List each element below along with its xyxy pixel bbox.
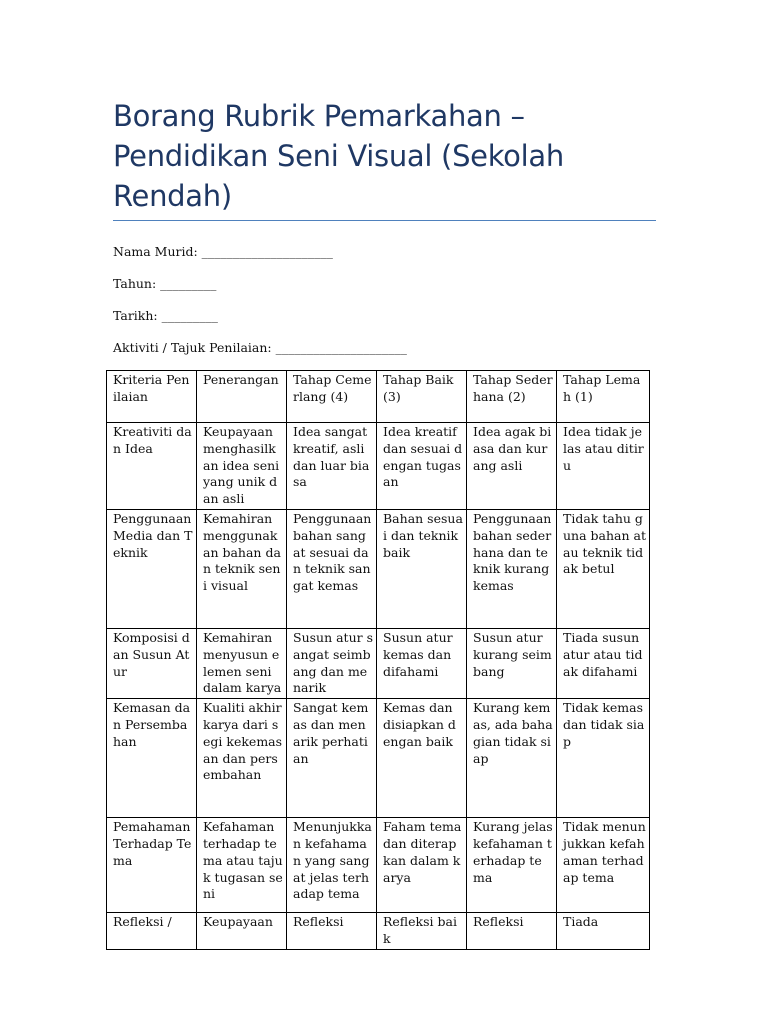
table-cell: Menunjukkan kefahaman yang sangat jelas terhadap tema (287, 818, 377, 913)
header-cell: Tahap Cemerlang (4) (287, 371, 377, 423)
table-cell: Kemahiran menyusun elemen seni dalam karya (197, 628, 287, 698)
header-cell: Penerangan (197, 371, 287, 423)
table-row (107, 699, 650, 818)
table-cell: Kefahaman terhadap tema atau tajuk tugasan seni (197, 818, 287, 913)
table-cell: Susun atur kurang seimbang (467, 628, 557, 698)
rubric-table (106, 370, 650, 950)
table-cell: Kemas dan disiapkan dengan baik (377, 699, 467, 818)
table-cell: Keupayaan (197, 913, 287, 950)
table-cell: Kemahiran menggunakan bahan dan teknik seni visual (197, 509, 287, 628)
table-cell: Kualiti akhir karya dari segi kekemasan dan persembahan (197, 699, 287, 818)
table-cell: Keupayaan menghasilkan idea seni yang unik dan asli (197, 423, 287, 510)
table-row (107, 913, 650, 950)
table-cell: Idea agak biasa dan kurang asli (467, 423, 557, 510)
table-cell: Pemahaman Terhadap Tema (107, 818, 197, 913)
table-cell: Tidak menunjukkan kefahaman terhadap tema (557, 818, 650, 913)
table-cell: Sangat kemas dan menarik perhatian (287, 699, 377, 818)
table-cell: Idea tidak jelas atau ditiru (557, 423, 650, 510)
table-row (107, 509, 650, 628)
table-cell: Tiada susun atur atau tidak difahami (557, 628, 650, 698)
table-cell: Idea kreatif dan sesuai dengan tugasan (377, 423, 467, 510)
table-cell: Refleksi (467, 913, 557, 950)
table-cell: Kurang kemas, ada bahagian tidak siap (467, 699, 557, 818)
table-header-row (107, 371, 650, 423)
table-cell: Kreativiti dan Idea (107, 423, 197, 510)
header-cell: Tahap Lemah (1) (557, 371, 650, 423)
header-cell: Tahap Sederhana (2) (467, 371, 557, 423)
table-cell: Susun atur kemas dan difahami (377, 628, 467, 698)
table-row (107, 628, 650, 698)
field-nama-murid: Nama Murid: _____________________ (113, 244, 333, 259)
field-tarikh: Tarikh: _________ (113, 308, 218, 323)
table-cell: Komposisi dan Susun Atur (107, 628, 197, 698)
title-underline (113, 220, 656, 221)
table-cell: Refleksi / (107, 913, 197, 950)
table-cell: Refleksi baik (377, 913, 467, 950)
table-cell: Idea sangat kreatif, asli dan luar biasa (287, 423, 377, 510)
header-cell: Kriteria Penilaian (107, 371, 197, 423)
table-cell: Penggunaan Media dan Teknik (107, 509, 197, 628)
table-cell: Tidak tahu guna bahan atau teknik tidak betul (557, 509, 650, 628)
field-tahun: Tahun: _________ (113, 276, 217, 291)
table-cell: Bahan sesuai dan teknik baik (377, 509, 467, 628)
table-cell: Kurang jelas kefahaman terhadap tema (467, 818, 557, 913)
table-cell: Penggunaan bahan sederhana dan teknik kurang kemas (467, 509, 557, 628)
document-title: Borang Rubrik Pemarkahan – Pendidikan Seni Visual (Sekolah Rendah) (113, 99, 564, 213)
table-row (107, 818, 650, 913)
header-cell: Tahap Baik (3) (377, 371, 467, 423)
table-cell: Tiada (557, 913, 650, 950)
table-cell: Tidak kemas dan tidak siap (557, 699, 650, 818)
field-aktiviti: Aktiviti / Tajuk Penilaian: _____________________ (113, 340, 407, 355)
table-cell: Kemasan dan Persembahan (107, 699, 197, 818)
table-cell: Refleksi (287, 913, 377, 950)
table-row (107, 423, 650, 510)
table-cell: Susun atur sangat seimbang dan menarik (287, 628, 377, 698)
table-cell: Faham tema dan diterapkan dalam karya (377, 818, 467, 913)
table-cell: Penggunaan bahan sangat sesuai dan teknik sangat kemas (287, 509, 377, 628)
